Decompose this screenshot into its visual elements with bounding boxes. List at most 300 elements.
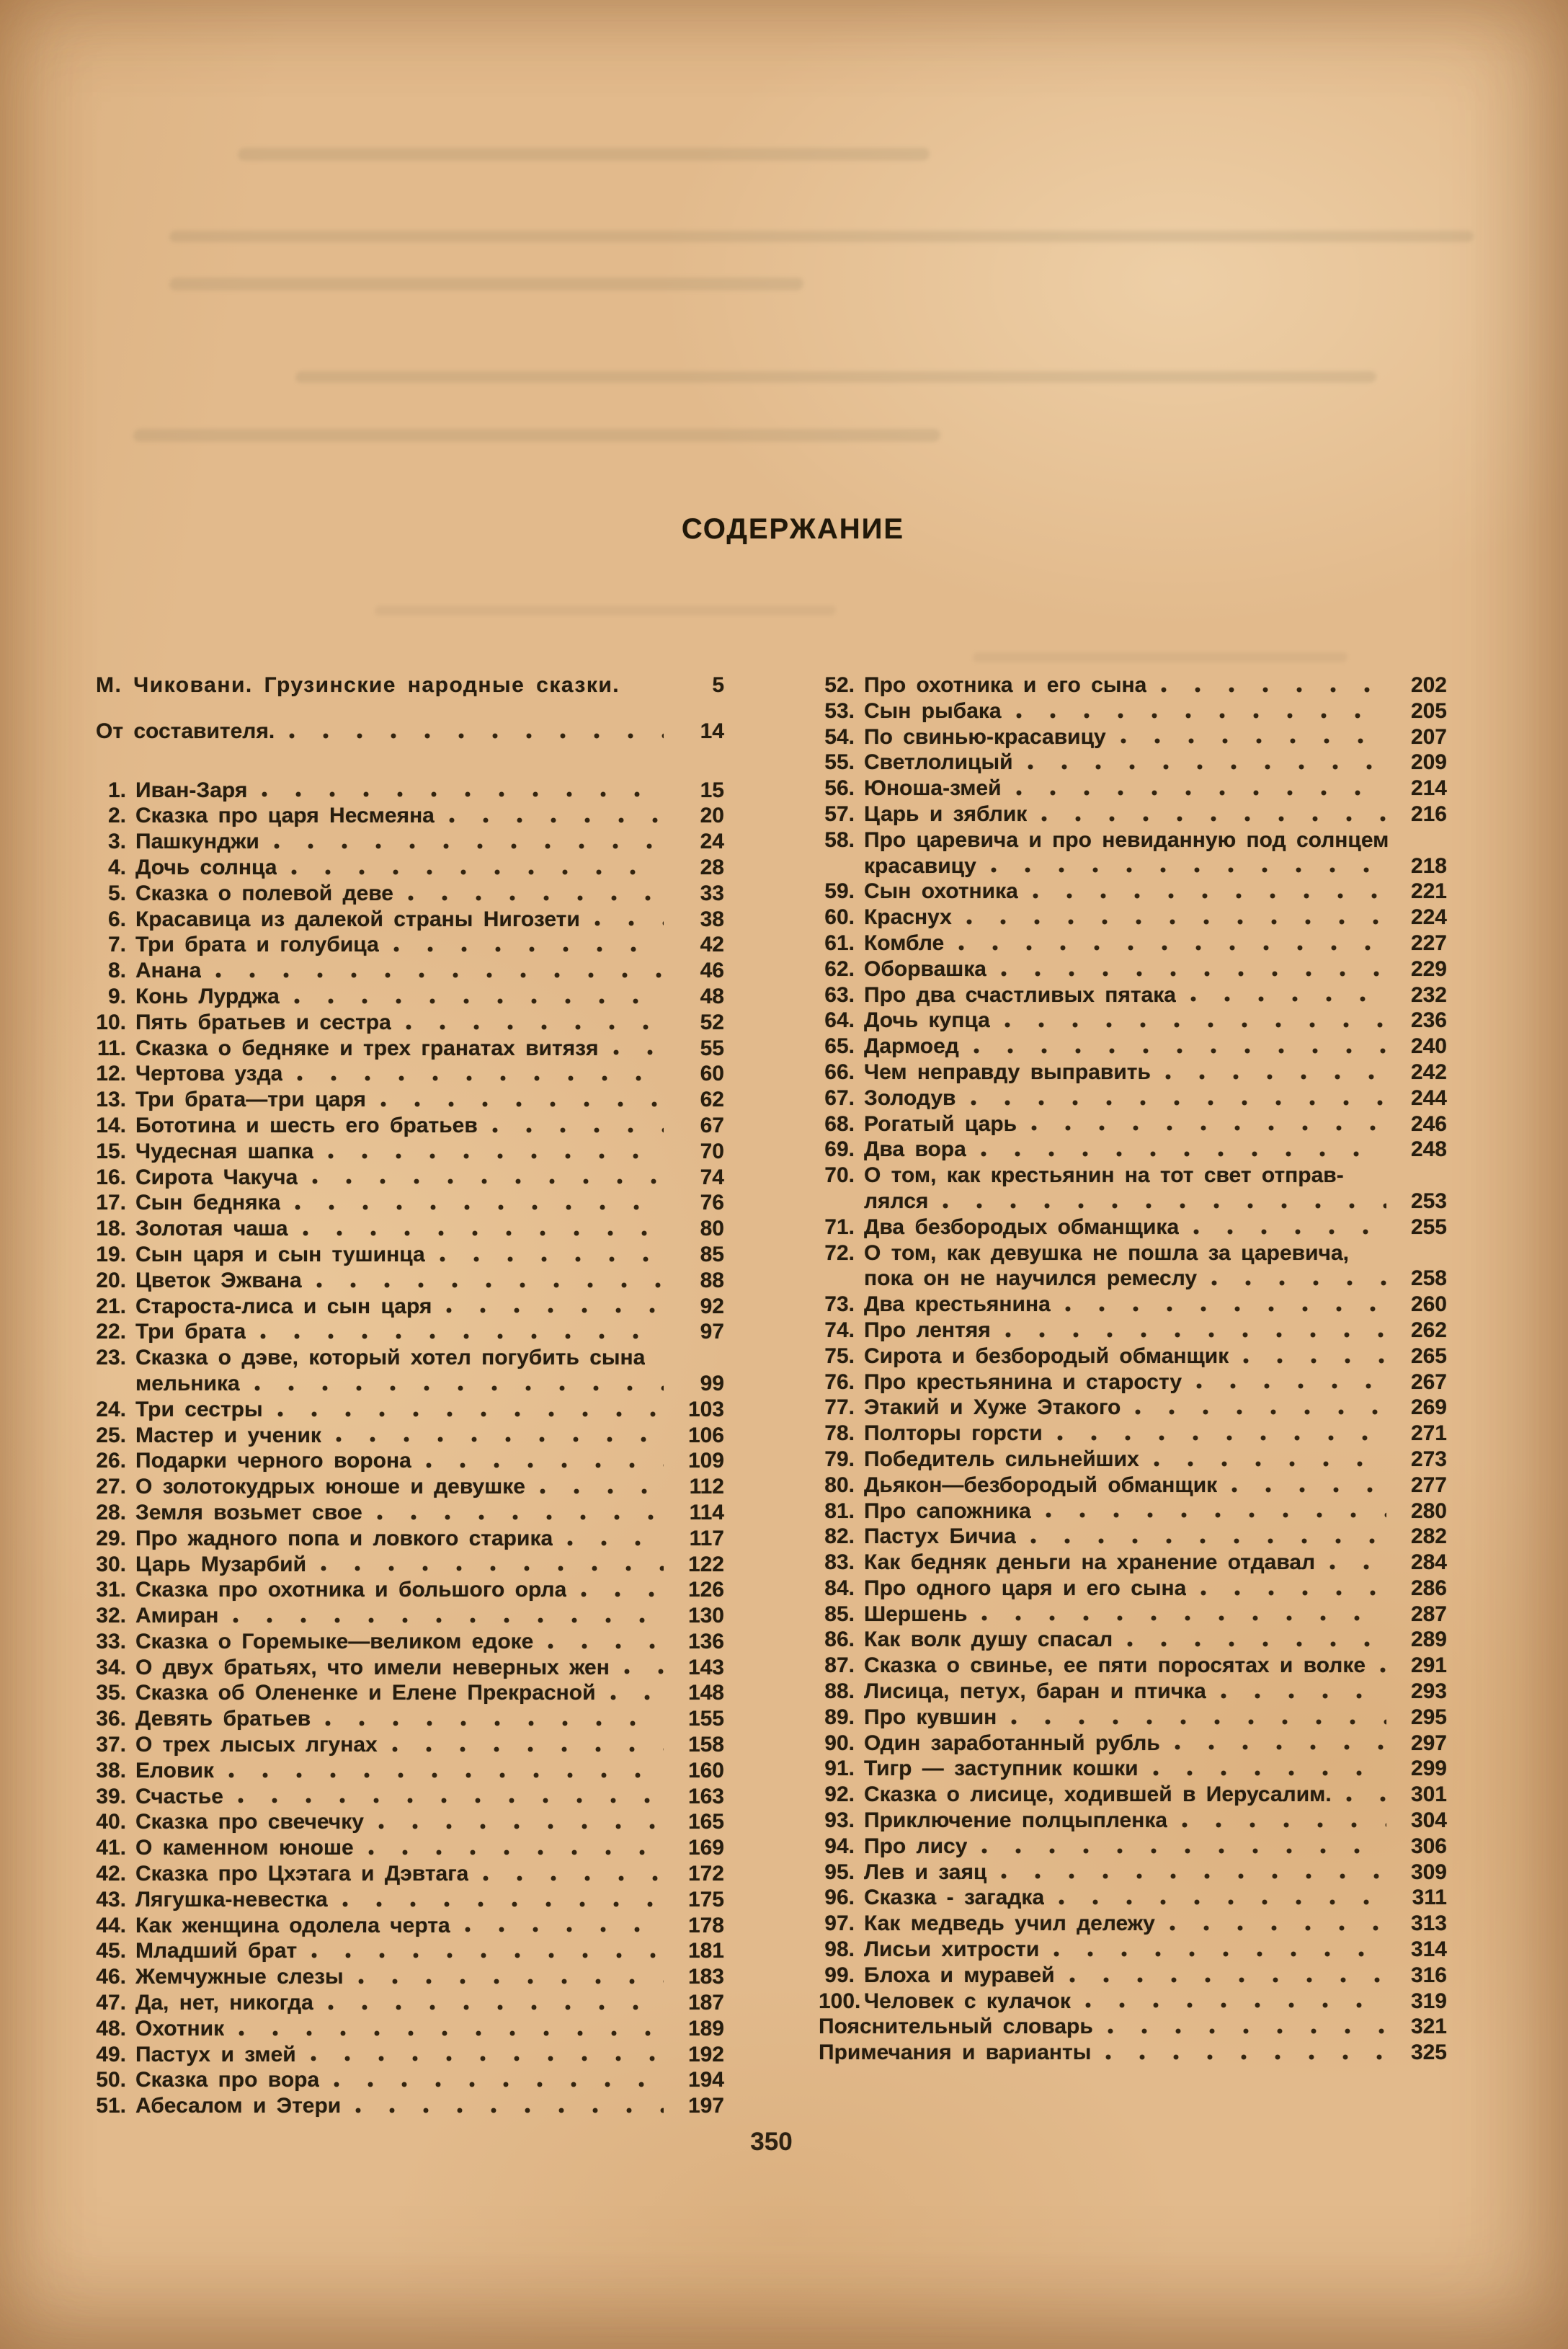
item-title: красавицу [864,853,976,878]
toc-row [96,1629,724,1655]
item-number: 71. [824,1215,855,1239]
item-title: Чем неправду выправить [864,1060,1151,1084]
item-title: Сказка про Цхэтага и Дэвтага [135,1862,469,1886]
item-number: 86. [824,1628,855,1652]
item-page: 253 [1410,1189,1447,1213]
item-page: 248 [1410,1137,1447,1162]
item-page: 232 [1410,982,1447,1007]
toc-row [96,1242,724,1268]
item-number: 12. [96,1062,126,1086]
item-title: Про сапожника [864,1498,1031,1523]
toc-row [96,1319,724,1345]
dot-leader [401,1023,664,1031]
dot-leader [404,894,664,902]
toc-row [96,1165,724,1191]
dot-leader [331,1436,664,1444]
item-title: Про охотника и его сына [864,673,1147,697]
dot-leader [290,1204,664,1212]
item-page: 148 [687,1681,724,1705]
toc-row [819,1782,1447,1808]
dot-leader [1054,1899,1386,1906]
toc-left-column [96,672,724,2119]
dot-leader [543,1643,664,1651]
dot-leader [1342,1795,1386,1803]
item-title: Про крестьянина и старосту [864,1369,1182,1394]
item-title: Земля возьмет свое [135,1500,362,1524]
item-page: 236 [1410,1008,1447,1033]
item-number: 70. [824,1163,855,1188]
item-title: Этакий и Хуже Этакого [864,1395,1121,1420]
dot-leader [321,1720,664,1728]
item-title: Оборвашка [864,956,986,981]
toc-row [96,1448,724,1474]
page-title: СОДЕРЖАНИЕ [681,513,905,545]
toc-row [819,1060,1447,1085]
toc-row [96,1706,724,1732]
item-title: Анана [135,959,202,983]
item-page: 309 [1410,1860,1447,1884]
item-page: 306 [1410,1834,1447,1858]
item-number: 52. [824,673,855,697]
dot-leader [1027,1124,1386,1132]
item-number: 55. [824,750,855,775]
item-title: пока он не научился ремеслу [864,1266,1198,1291]
item-title: Чудесная шапка [135,1139,314,1163]
item-title: Блоха и муравей [864,1963,1055,1987]
item-title: Сказка о лисице, ходившей в Иерусалим. [864,1782,1332,1807]
dot-leader [645,1363,724,1371]
item-number: 100. [819,1989,861,2013]
item-number: 27. [96,1475,126,1499]
item-page: 155 [687,1707,724,1731]
toc-row-continuation [819,1266,1447,1292]
item-number: 90. [824,1731,855,1755]
item-number: 65. [824,1034,855,1059]
toc-row [96,1603,724,1629]
item-number: 80. [824,1473,855,1497]
item-page: 74 [700,1165,724,1189]
item-number: 29. [96,1526,126,1550]
item-title: Сын царя и сын тушинца [135,1242,425,1266]
item-number: 84. [824,1576,855,1600]
item-page: 99 [700,1371,724,1395]
item-page: 112 [689,1475,724,1499]
item-page: 258 [1410,1266,1447,1291]
item-page: 265 [1410,1344,1447,1368]
item-title: Охотник [135,2016,225,2041]
item-title: Мастер и ученик [135,1423,321,1447]
item-title: Счастье [135,1784,223,1808]
item-page: 194 [687,2068,724,2092]
dot-leader [389,946,664,954]
item-number: 31. [96,1578,126,1602]
item-title: О каменном юноше [135,1836,354,1860]
item-number: 91. [824,1757,855,1781]
item-page: 227 [1410,931,1447,955]
dot-leader [977,1615,1386,1622]
toc-row [819,1473,1447,1498]
item-page: 205 [1410,698,1447,723]
item-title: Пастух Бичиа [864,1524,1016,1549]
spacer [96,745,724,778]
item-page: 260 [1410,1292,1447,1317]
item-title: Царь Музарбий [135,1552,307,1576]
item-page: 122 [687,1552,724,1576]
dot-leader [1041,1511,1386,1519]
toc-row [96,1087,724,1113]
item-number: 35. [96,1681,126,1705]
dot-leader [354,1978,664,1986]
item-title: Чертова узда [135,1062,283,1086]
item-title: мельника [135,1371,240,1395]
item-page: 55 [700,1036,724,1060]
item-number: 23. [96,1346,126,1370]
dot-leader [298,1230,664,1238]
item-title: Комбле [864,931,945,955]
ghost-line [169,277,803,290]
item-page: 28 [700,855,724,879]
item-page: 169 [687,1836,724,1860]
item-page: 136 [687,1629,724,1653]
dot-leader [986,866,1386,874]
item-number: 9. [107,984,126,1008]
item-title: Красавица из далекой страны Нигозети [135,907,580,931]
toc-row [96,1577,724,1603]
dot-leader [364,1849,664,1857]
toc-row [96,1397,724,1423]
item-title: Как бедняк деньги на хранение отдавал [864,1550,1316,1575]
toc-row [819,1344,1447,1369]
toc-row [96,778,724,804]
item-title: Про царевича и про невиданную под солнцем [864,827,1389,852]
item-title: Победитель сильнейших [864,1447,1139,1471]
dot-leader [1149,1769,1386,1777]
item-page: 295 [1410,1705,1447,1729]
toc-row-continuation [819,1189,1447,1215]
dot-leader [211,972,664,980]
dot-leader [488,1127,664,1134]
item-number: 69. [824,1137,855,1162]
dot-leader [1081,2002,1386,2010]
dot-leader [329,2081,664,2089]
toc-row [819,827,1447,853]
dot-leader [351,2107,664,2115]
item-title: Сказка о дэве, который хотел погубить сына [135,1346,646,1370]
item-number: 36. [96,1707,126,1731]
dot-leader [535,1488,664,1496]
item-title: Два вора [864,1137,966,1162]
dot-leader [373,1514,664,1522]
item-page: 240 [1410,1034,1447,1059]
item-number: 16. [96,1165,126,1189]
item-number: 38. [96,1758,126,1782]
folio-page-number: 350 [750,2128,793,2156]
toc-row [819,1679,1447,1705]
item-page: 178 [687,1913,724,1937]
item-title: Сказка о Горемыке—великом едоке [135,1629,534,1653]
item-title: Подарки черного ворона [135,1449,411,1473]
dot-leader [256,1333,664,1341]
item-number: 60. [824,905,855,930]
item-number: 20. [96,1268,126,1292]
item-number: 45. [96,1939,126,1963]
item-number: 53. [824,698,855,723]
item-title: Как волк душу спасал [864,1628,1113,1652]
dot-leader [285,732,664,740]
item-title: Староста-лиса и сын царя [135,1294,432,1318]
item-title: Цветок Эжвана [135,1268,302,1292]
dot-leader [374,1823,664,1831]
item-title: Сказка - загадка [864,1886,1045,1910]
toc-row [96,1139,724,1165]
toc-row [96,881,724,907]
dot-leader [1349,1258,1447,1266]
item-title: Про жадного попа и ловкого старика [135,1526,553,1550]
item-page: 255 [1410,1215,1447,1239]
toc-row [819,1421,1447,1447]
toc-row [96,1680,724,1706]
toc-row [819,1292,1447,1318]
item-title: О двух братьях, что имели неверных жен [135,1655,610,1679]
item-title: Три брата [135,1320,246,1344]
item-page: 273 [1410,1447,1447,1471]
dot-leader [1037,815,1386,823]
item-number: 95. [824,1860,855,1884]
toc-row [819,1937,1447,1963]
item-page: 311 [1412,1886,1447,1910]
item-number: 97. [824,1911,855,1936]
item-number: 76. [824,1369,855,1394]
item-number: 37. [96,1733,126,1757]
toc-row [819,1989,1447,2015]
dot-leader [293,1075,664,1083]
dot-leader [630,686,664,694]
toc-row [96,2093,724,2119]
item-number: 48. [96,2016,126,2041]
toc-row [96,984,724,1010]
item-page: 325 [1410,2041,1447,2065]
dot-leader [1065,1976,1386,1984]
item-title: Пять братьев и сестра [135,1010,391,1034]
item-title: Сказка про свечечку [135,1810,364,1834]
item-title: О том, как крестьянин на тот свет отправ- [864,1163,1344,1188]
dot-leader [290,998,664,1005]
item-page: 187 [687,1991,724,2015]
toc-row [819,1215,1447,1240]
item-page: 62 [700,1088,724,1112]
dot-leader [997,970,1386,978]
item-number: 44. [96,1913,126,1937]
item-number: 59. [824,879,855,904]
item-number: 40. [96,1810,126,1834]
item-title: Амиран [135,1604,219,1628]
item-title: Приключение полцыпленка [864,1808,1168,1833]
item-page: 33 [700,881,724,905]
item-title: Сирота Чакуча [135,1165,298,1189]
toc-row [96,1913,724,1939]
item-number: 28. [96,1500,126,1524]
dot-leader [422,1462,664,1470]
item-title: Сын рыбака [864,698,1002,723]
item-title: О золотокудрых юноше и девушке [135,1475,525,1499]
toc-row [819,750,1447,776]
item-number: 49. [96,2042,126,2066]
toc-row [819,776,1447,801]
item-number: 74. [824,1318,855,1342]
ghost-line [295,371,1376,383]
item-number: 78. [824,1421,855,1446]
item-page: 117 [689,1526,724,1550]
toc-row [96,1758,724,1784]
item-title: Дармоед [864,1034,959,1059]
item-number: 3. [107,830,126,854]
dot-leader [1101,2053,1386,2061]
toc-row [819,1163,1447,1189]
toc-row [819,698,1447,724]
toc-row [96,1964,724,1990]
item-number: 92. [824,1782,855,1807]
dot-leader [1123,1640,1386,1648]
item-number: 7. [107,933,126,957]
toc-row [819,1318,1447,1344]
dot-leader [308,1178,664,1186]
item-number: 46. [96,1965,126,1989]
toc-row [819,1627,1447,1653]
toc-row [96,1887,724,1913]
dot-leader [257,791,664,799]
ghost-line [973,652,1348,662]
dot-leader [1012,712,1386,720]
toc-row [819,2040,1447,2066]
item-page: 301 [1410,1782,1447,1807]
item-title: Лисица, петух, баран и птичка [864,1679,1206,1704]
toc-row [819,879,1447,905]
item-page: 76 [700,1191,724,1215]
dot-leader [273,1411,664,1418]
toc-row [96,1732,724,1758]
item-number: 21. [96,1294,126,1318]
toc-row [96,1423,724,1449]
dot-leader [969,1047,1386,1055]
item-title: Еловик [135,1758,214,1782]
toc-row [819,1369,1447,1395]
toc-row [96,719,724,745]
ghost-line [375,605,837,616]
item-page: 262 [1410,1318,1447,1342]
item-page: 293 [1410,1679,1447,1704]
item-title: лялся [864,1189,929,1213]
toc-row [96,1938,724,1964]
item-title: Про два счастливых пятака [864,982,1176,1007]
dot-leader [1207,1279,1386,1287]
toc-right-column [819,672,1447,2119]
item-title: Два крестьянина [864,1292,1051,1317]
item-title: Сказка о свинье, ее пяти поросятах и волке [864,1653,1366,1678]
dot-leader [478,1875,664,1883]
item-page: 289 [1410,1628,1447,1652]
item-page: 48 [700,984,724,1008]
toc-row [819,905,1447,931]
item-page: 202 [1410,673,1447,697]
toc-row [96,1010,724,1036]
item-number: 51. [96,2094,126,2118]
dot-leader [966,1099,1387,1107]
item-page: 192 [687,2042,724,2066]
toc-row [819,724,1447,750]
item-page: 181 [687,1939,724,1963]
toc-row [819,1834,1447,1860]
item-page: 284 [1410,1550,1447,1575]
item-page: 15 [700,778,724,802]
item-number: 33. [96,1629,126,1653]
toc-row [96,1835,724,1861]
toc-row [819,1860,1447,1886]
toc-row [96,1036,724,1062]
ghost-line [169,231,1474,242]
toc-row [96,1190,724,1216]
toc-row [819,1705,1447,1731]
item-page: 316 [1410,1963,1447,1987]
item-page: 297 [1410,1731,1447,1755]
item-title: Про лису [864,1834,968,1858]
item-title: По свинью-красавицу [864,724,1106,749]
item-title: Жемчужные слезы [135,1965,344,1989]
item-title: Примечания и варианты [819,2041,1092,2065]
item-title: О трех лысых лгунах [135,1733,378,1757]
item-page: 130 [687,1604,724,1628]
item-page: 267 [1410,1369,1447,1394]
item-title: Про одного царя и его сына [864,1576,1187,1600]
toc-row [819,982,1447,1008]
item-title: Конь Лурджа [135,984,280,1008]
item-number: 88. [824,1679,855,1704]
dot-leader [1177,1821,1386,1829]
item-page: 221 [1410,879,1447,904]
item-page: 280 [1410,1498,1447,1523]
item-number: 17. [96,1191,126,1215]
toc-row [819,956,1447,982]
dot-leader [1165,1924,1386,1932]
toc-row [96,2016,724,2042]
item-page: 214 [1410,776,1447,801]
dot-leader [1186,995,1386,1003]
item-number: 66. [824,1060,855,1084]
toc-row-continuation [819,853,1447,879]
toc-row [819,1808,1447,1834]
item-number: 62. [824,956,855,981]
dot-leader [606,1694,664,1702]
dot-leader [1239,1357,1386,1365]
item-page: 277 [1410,1473,1447,1497]
toc-row [96,1809,724,1835]
toc-row [96,1500,724,1526]
toc-row [819,1731,1447,1757]
item-title: Иван-Заря [135,778,248,802]
toc-row [819,1576,1447,1602]
item-title: Полторы горсти [864,1421,1043,1446]
item-page: 46 [700,959,724,983]
item-page: 287 [1410,1602,1447,1626]
item-number: 81. [824,1498,855,1523]
dot-leader [234,2030,664,2038]
item-number: 67. [824,1085,855,1110]
item-number: 32. [96,1604,126,1628]
spacer [96,698,724,719]
item-page: 244 [1410,1085,1447,1110]
item-title: Царь и зяблик [864,801,1028,826]
item-number: 50. [96,2068,126,2092]
dot-leader [1157,686,1386,694]
